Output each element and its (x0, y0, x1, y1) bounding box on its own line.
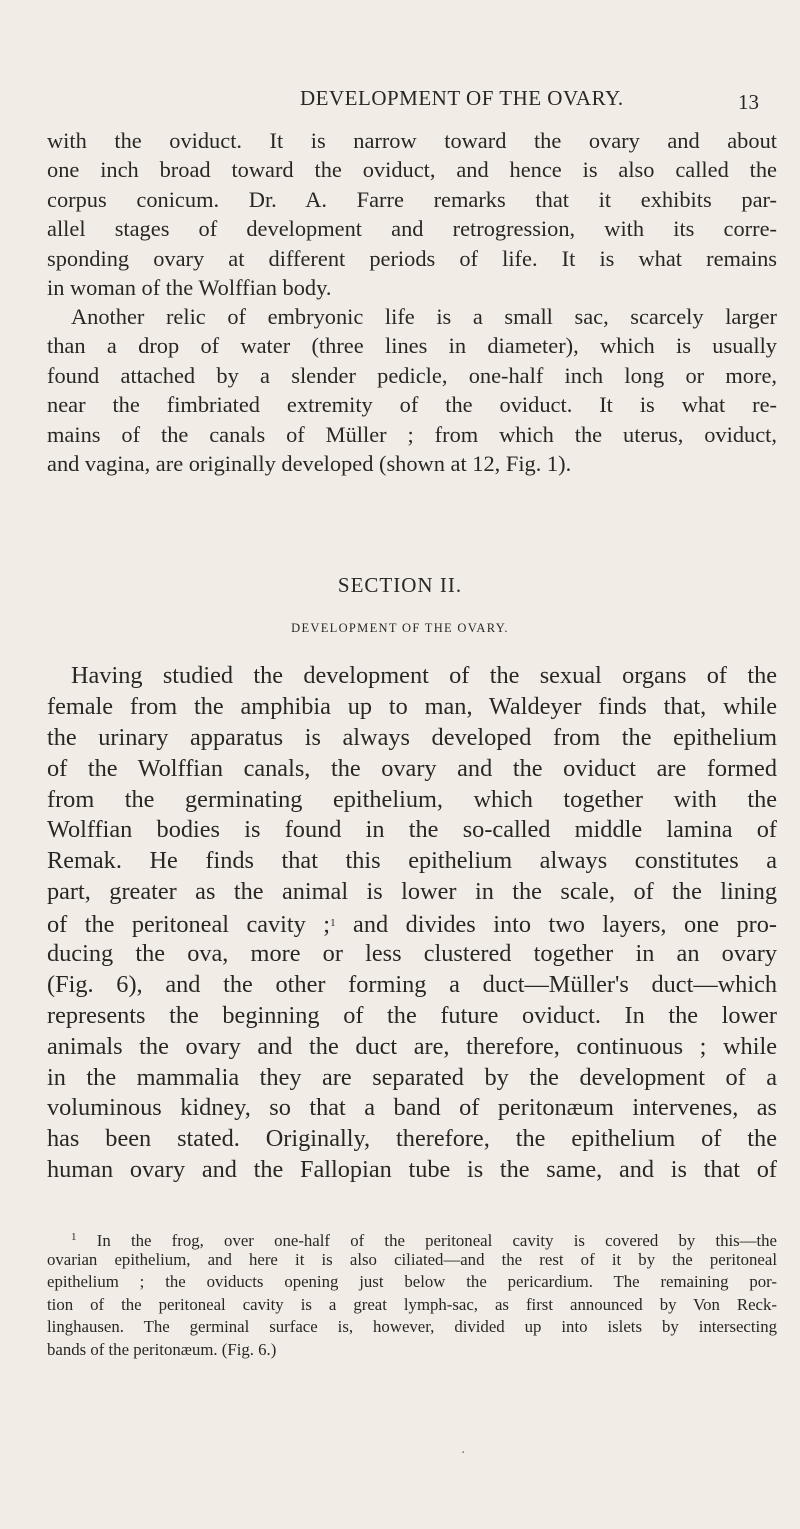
text-line: of the Wolffian canals, the ovary and the oviduct are formed (47, 754, 777, 782)
text-line: (Fig. 6), and the other forming a duct—Müller's duct—which (47, 970, 777, 998)
running-title: DEVELOPMENT OF THE OVARY. (300, 86, 624, 110)
text-line: Wolffian bodies is found in the so-called middle lamina of (47, 816, 777, 844)
footnote-line (47, 1226, 777, 1249)
footnote-line: epithelium ; the oviducts opening just below the pericardium. The remaining por- (47, 1272, 777, 1292)
text-line: found attached by a slender pedicle, one-half inch long or more, (47, 362, 777, 388)
paragraph-1 (47, 126, 777, 302)
text-line: animals the ovary and the duct are, therefore, continuous ; while (47, 1032, 777, 1060)
section-subheading: DEVELOPMENT OF THE OVARY. (291, 621, 509, 635)
footnote-line: bands of the peritonæum. (Fig. 6.) (47, 1339, 277, 1359)
footnote-line: linghausen. The germinal surface is, however, divided up into islets by intersecting (47, 1317, 777, 1337)
text-line: in woman of the Wolffian body. (47, 274, 332, 300)
text-line: than a drop of water (three lines in diameter), which is usually (47, 333, 777, 359)
paragraph-3 (47, 661, 777, 1186)
text-line: Remak. He finds that this epithelium always constitutes a (47, 847, 777, 875)
page-number: 13 (738, 90, 759, 114)
text-line: Another relic of embryonic life is a small sac, scarcely larger (71, 304, 777, 329)
text-line: ducing the ova, more or less clustered together in an ovary (47, 940, 777, 968)
text-line: with the oviduct. It is narrow toward the ovary and about (47, 128, 777, 153)
paper-speck: · (461, 1445, 466, 1461)
text-line: corpus conicum. Dr. A. Farre remarks that it exhibits par- (47, 186, 777, 212)
text-line: female from the amphibia up to man, Waldeyer finds that, while (47, 692, 777, 720)
text-line: mains of the canals of Müller ; from which the uterus, oviduct, (47, 421, 777, 447)
text-segment: and divides into two layers, one pro- (353, 911, 777, 939)
text-line: in the mammalia they are separated by the development of a (47, 1063, 777, 1091)
text-line: represents the beginning of the future oviduct. In the lower (47, 1001, 777, 1029)
footnote-line: ovarian epithelium, and here it is also ciliated—and the rest of it by the peritoneal (47, 1249, 777, 1269)
text-line: the urinary apparatus is always developed from the epithelium (47, 723, 777, 751)
text-line: near the fimbriated extremity of the oviduct. It is what re- (47, 392, 777, 418)
text-line: has been stated. Originally, therefore, the epithelium of the (47, 1125, 777, 1153)
paragraph-2 (47, 302, 777, 478)
footnote (47, 1226, 777, 1362)
footnote-reference[interactable]: 1 (330, 917, 336, 930)
text-line: sponding ovary at different periods of life. It is what remains (47, 245, 777, 271)
text-line: voluminous kidney, so that a band of peritonæum intervenes, as (47, 1094, 777, 1122)
text-line: from the germinating epithelium, which together with the (47, 785, 777, 813)
text-line: human ovary and the Fallopian tube is the same, and is that of (47, 1156, 777, 1184)
section-heading: SECTION II. (337, 573, 463, 597)
text-line: and vagina, are originally developed (shown at 12, Fig. 1). (47, 450, 572, 476)
text-segment: of the peritoneal cavity ; (47, 911, 331, 939)
footnote-text: In the frog, over one-half of the peritoneal cavity is covered by this—the (96, 1231, 777, 1250)
text-line (47, 908, 777, 939)
footnote-line: tion of the peritoneal cavity is a great lymph-sac, as first announced by Von Reck- (47, 1294, 777, 1314)
footnote-marker: 1 (71, 1231, 77, 1243)
text-line: allel stages of development and retrogression, with its corre- (47, 216, 777, 242)
text-line: one inch broad toward the oviduct, and hence is also called the (47, 157, 777, 183)
text-line: part, greater as the animal is lower in the scale, of the lining (47, 878, 777, 906)
text-line: Having studied the development of the sexual organs of the (71, 662, 777, 689)
running-head (0, 86, 800, 116)
